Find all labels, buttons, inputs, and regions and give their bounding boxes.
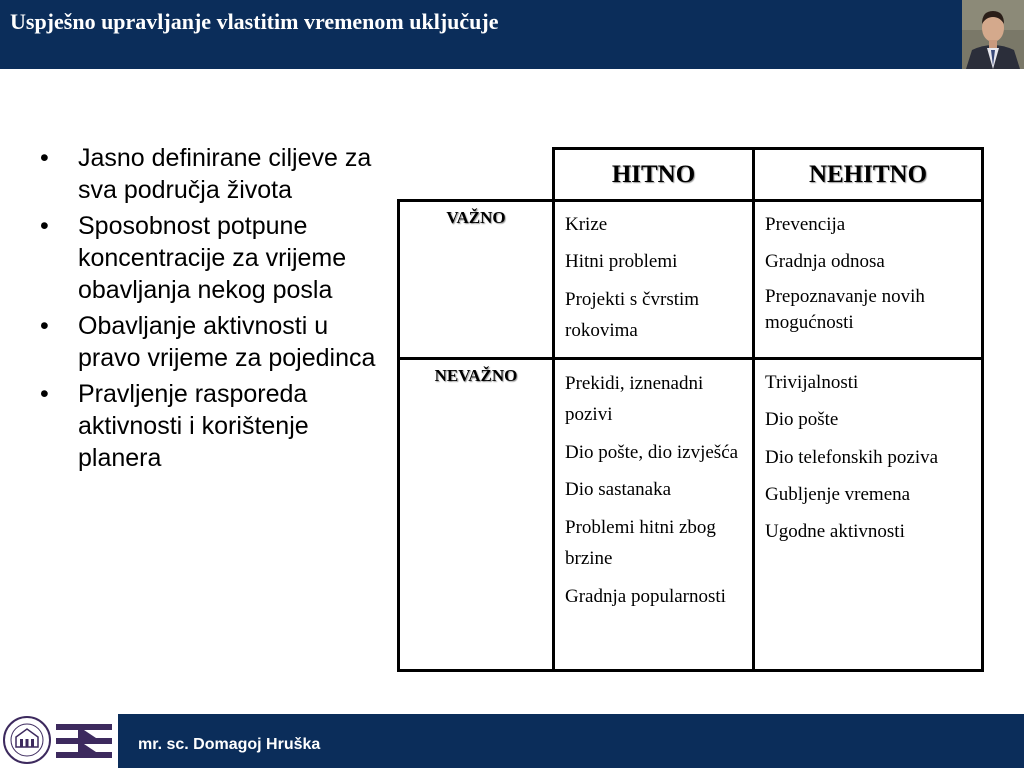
bullet-item: • Obavljanje aktivnosti u pravo vrijeme za pojedinca [36,310,376,374]
institution-logo-icon [56,724,112,758]
bullet-item: • Sposobnost potpune koncentracije za vrijeme obavljanja nekog posla [36,210,376,306]
bullet-list [36,142,376,478]
cell-important-not-urgent [754,201,983,359]
row-header-unimportant: NEVAŽNO [399,359,554,671]
bullet-item: • Jasno definirane ciljeve za sva područja života [36,142,376,206]
matrix-corner [399,149,554,201]
matrix-item: Problemi hitni zbog brzine [565,517,716,569]
matrix-item: Prekidi, iznenadni pozivi [565,373,704,425]
col-header-not-urgent: NEHITNO [754,149,983,201]
cell-important-urgent [554,201,754,359]
matrix-item: Prevencija [765,214,846,235]
matrix-item: Gradnja popularnosti [565,586,726,607]
row-header-important: VAŽNO [399,201,554,359]
cell-unimportant-not-urgent [754,359,983,671]
cell-unimportant-urgent [554,359,754,671]
matrix-item: Gradnja odnosa [765,251,885,272]
bullet-item: • Pravljenje rasporeda aktivnosti i korištenje planera [36,378,376,474]
header-bar [0,0,1024,69]
matrix-item: Dio telefonskih poziva [765,447,939,468]
matrix-item: Trivijalnosti [765,372,859,393]
matrix-item: Dio sastanaka [565,479,672,500]
matrix-item: Gubljenje vremena [765,484,911,505]
matrix-item: Ugodne aktivnosti [765,521,905,542]
matrix-item: Prepoznavanje novih mogućnosti [765,286,925,333]
author-photo [962,0,1024,69]
priority-matrix [397,147,984,672]
matrix-item: Projekti s čvrstim rokovima [565,289,700,341]
matrix-item: Hitni problemi [565,251,678,272]
slide-title: Uspješno upravljanje vlastitim vremenom uključuje [10,9,499,34]
university-seal-icon [2,715,52,765]
matrix-item: Dio pošte [765,409,839,430]
col-header-urgent: HITNO [554,149,754,201]
matrix-item: Krize [565,214,608,235]
footer [0,714,1024,768]
footer-author: mr. sc. Domagoj Hruška [138,736,321,753]
matrix-item: Dio pošte, dio izvješća [565,442,739,463]
